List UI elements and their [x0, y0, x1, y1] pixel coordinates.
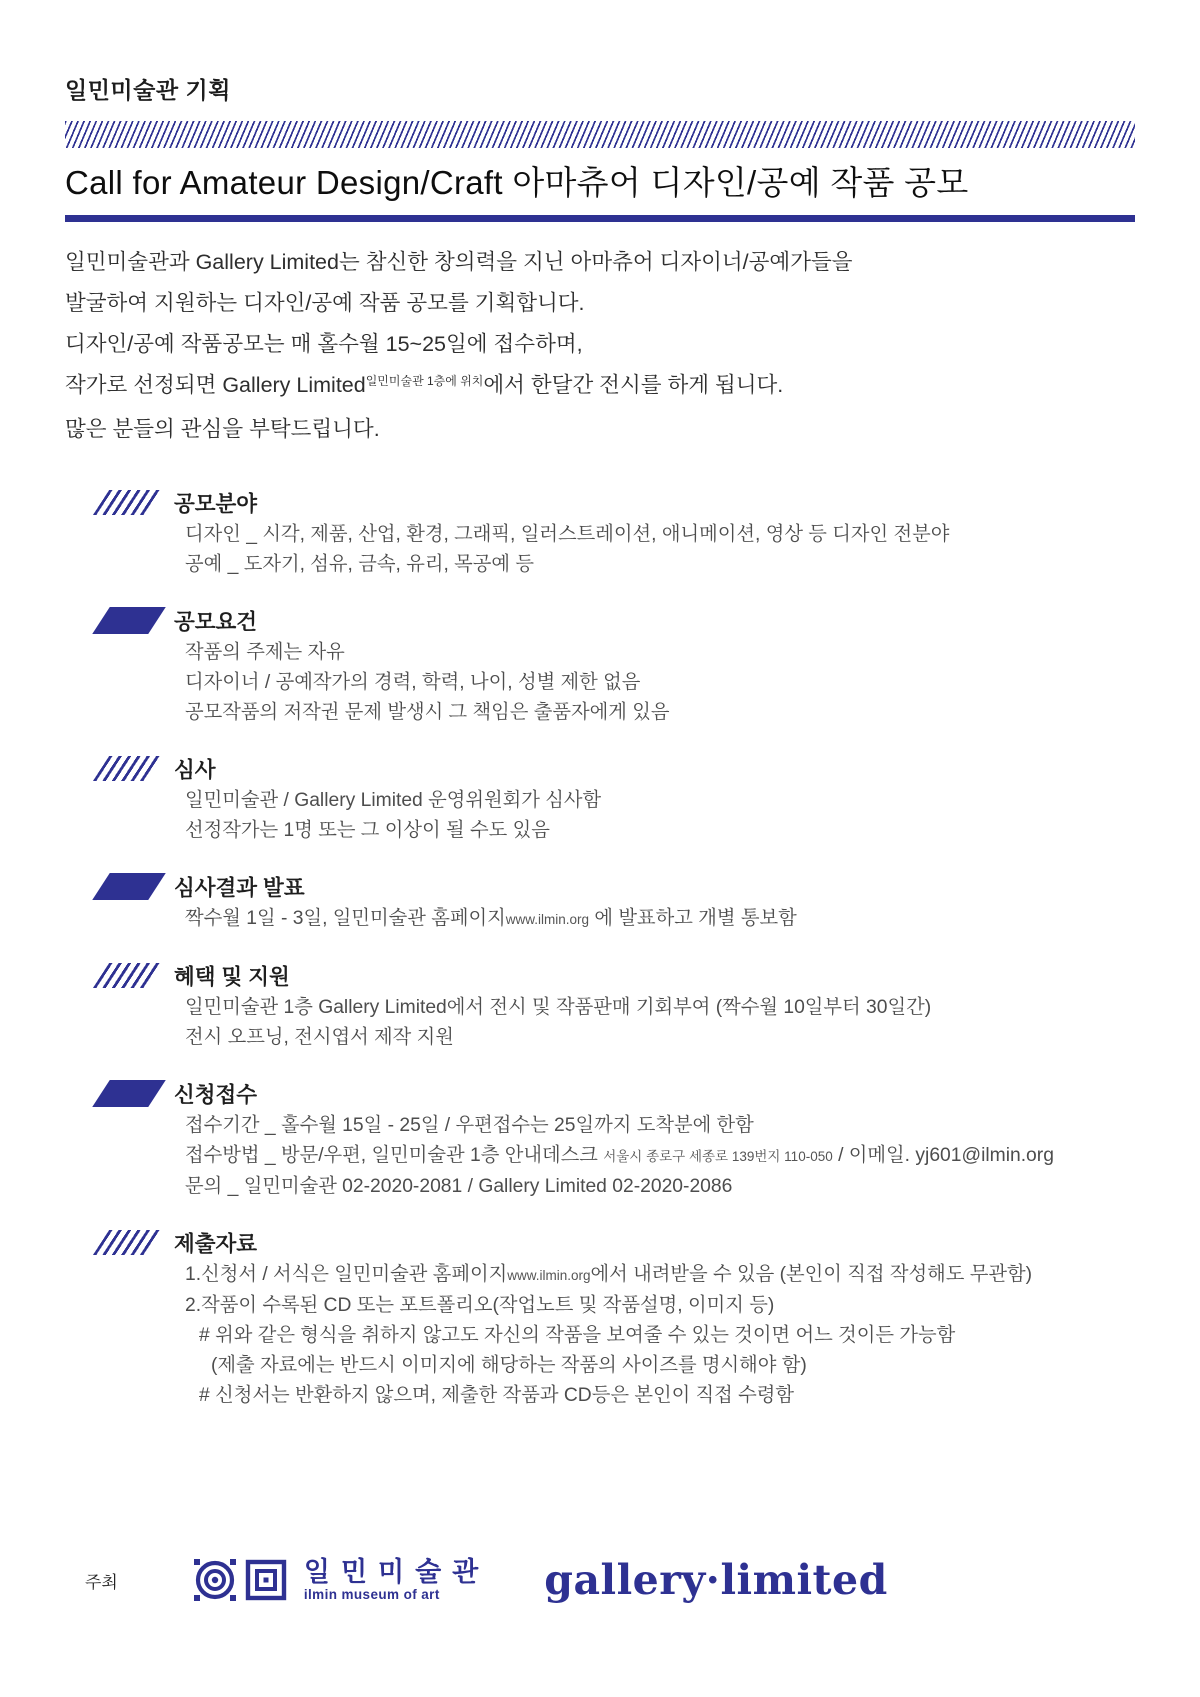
body-line: 문의 _ 일민미술관 02-2020-2081 / Gallery Limited 02-2020-2086 [185, 1176, 733, 1197]
body-line: 일민미술관 / Gallery Limited 운영위원회가 심사함 [185, 790, 602, 811]
website-inline-text: www.ilmin.org [505, 912, 590, 927]
section-header [65, 1228, 1135, 1256]
parallelogram-icon [92, 607, 166, 634]
hatch-icon [93, 963, 165, 988]
body-line: 2.작품이 수록된 CD 또는 포트폴리오(작업노트 및 작품설명, 이미지 등) [185, 1295, 775, 1316]
body-line: # 신청서는 반환하지 않으며, 제출한 작품과 CD등은 본인이 직접 수령함 [199, 1385, 795, 1406]
section-title: 심사 [174, 757, 216, 782]
body-line-segment: 1.신청서 / 서식은 일민미술관 홈페이지 [185, 1264, 508, 1285]
body-line: 전시 오프닝, 전시엽서 제작 지원 [185, 1027, 454, 1048]
hatch-icon [93, 756, 165, 781]
ilmin-museum-logo [192, 1557, 489, 1603]
section-body [65, 638, 1135, 728]
diagonal-stripe-band [65, 121, 1135, 148]
body-line: 접수기간 _ 홀수월 15일 - 25일 / 우편접수는 25일까지 도착분에 한함 [185, 1115, 754, 1136]
address-inline-text: 서울시 종로구 세종로 139번지 110-050 [603, 1149, 833, 1164]
section-body [65, 904, 1135, 935]
body-line-segment: 접수방법 _ 방문/우편, 일민미술관 1층 안내데스크 [185, 1145, 604, 1166]
section-title: 신청접수 [174, 1082, 258, 1107]
body-line [185, 904, 1135, 935]
hatch-icon [93, 1230, 165, 1255]
section-body [65, 1260, 1135, 1411]
intro-line: 많은 분들의 관심을 부탁드립니다. [65, 417, 380, 441]
parallelogram-icon [92, 1080, 166, 1107]
intro-paragraph [65, 242, 1135, 450]
section-header [65, 488, 1135, 516]
intro-superscript-note: 일민미술관 1층에 위치 [365, 374, 484, 388]
section-title: 제출자료 [174, 1231, 258, 1256]
section-header [65, 606, 1135, 634]
body-line-segment: / 이메일. yj601@ilmin.org [832, 1145, 1054, 1166]
parallelogram-icon [92, 873, 166, 900]
section-header [65, 1079, 1135, 1107]
hatch-icon [93, 490, 165, 515]
section-requirements [65, 606, 1135, 728]
body-line: 작품의 주제는 자유 [185, 642, 345, 663]
website-inline-text: www.ilmin.org [507, 1268, 591, 1283]
intro-line: 디자인/공예 작품공모는 매 홀수월 15~25일에 접수하며, [65, 332, 583, 356]
ilmin-logo-korean: 일민미술관 [303, 1557, 490, 1587]
body-line: # 위와 같은 형식을 취하지 않고도 자신의 작품을 보여줄 수 있는 것이면 어느 것이든 가능함 [199, 1325, 956, 1346]
gallery-limited-logo: gallery·limited [544, 1556, 888, 1604]
section-benefits [65, 961, 1135, 1053]
body-line: 디자이너 / 공예작가의 경력, 학력, 나이, 성별 제한 없음 [185, 672, 641, 693]
section-body [65, 786, 1135, 846]
body-line-segment: 에 발표하고 개별 통보함 [589, 908, 797, 929]
intro-line [65, 365, 1135, 409]
body-line: 선정작가는 1명 또는 그 이상이 될 수도 있음 [185, 820, 550, 841]
section-title: 심사결과 발표 [174, 875, 305, 900]
footer [85, 1556, 888, 1604]
page-title: Call for Amateur Design/Craft 아마츄어 디자인/공예 작품 공모 [65, 164, 969, 201]
ilmin-logo-text [304, 1558, 489, 1602]
body-line-segment: 에서 내려받을 수 있음 (본인이 직접 작성해도 무관함) [590, 1264, 1033, 1285]
section-results [65, 872, 1135, 935]
body-line: 공모작품의 저작권 문제 발생시 그 책임은 출품자에게 있음 [185, 702, 670, 723]
title-underline [65, 215, 1135, 222]
intro-line-segment: 에서 한달간 전시를 하게 됩니다. [483, 373, 784, 397]
intro-line: 발굴하여 지원하는 디자인/공예 작품 공모를 기획합니다. [65, 291, 585, 315]
section-list [65, 488, 1135, 1411]
body-line: 일민미술관 1층 Gallery Limited에서 전시 및 작품판매 기회부여 (짝수월 10일부터 30일간) [185, 997, 932, 1018]
ilmin-emblem-icon [192, 1557, 292, 1603]
section-body [65, 1111, 1135, 1202]
body-line [185, 1260, 1135, 1291]
section-judging [65, 754, 1135, 846]
body-line [185, 1141, 1135, 1172]
section-title: 공모분야 [174, 491, 258, 516]
ilmin-logo-english: ilmin museum of art [303, 1587, 440, 1602]
section-title: 공모요건 [174, 609, 258, 634]
section-header [65, 754, 1135, 782]
host-label: 주최 [85, 1572, 118, 1592]
body-line: 디자인 _ 시각, 제품, 산업, 환경, 그래픽, 일러스트레이션, 애니메이션, 영상 등 디자인 전분야 [185, 524, 950, 545]
body-line-segment: 짝수월 1일 - 3일, 일민미술관 홈페이지 [185, 908, 506, 929]
section-header [65, 872, 1135, 900]
kicker-text: 일민미술관 기획 [65, 77, 231, 103]
body-line: 공예 _ 도자기, 섬유, 금속, 유리, 목공예 등 [185, 554, 535, 575]
section-body [65, 520, 1135, 580]
section-submission-materials [65, 1228, 1135, 1411]
intro-line-segment: 작가로 선정되면 Gallery Limited [65, 373, 366, 397]
section-body [65, 993, 1135, 1053]
section-registration [65, 1079, 1135, 1202]
body-line: (제출 자료에는 반드시 이미지에 해당하는 작품의 사이즈를 명시해야 함) [211, 1355, 807, 1376]
intro-line: 일민미술관과 Gallery Limited는 참신한 창의력을 지닌 아마츄어 디자이너/공예가들을 [65, 250, 853, 274]
section-application-fields [65, 488, 1135, 580]
section-header [65, 961, 1135, 989]
section-title: 혜택 및 지원 [174, 964, 290, 989]
